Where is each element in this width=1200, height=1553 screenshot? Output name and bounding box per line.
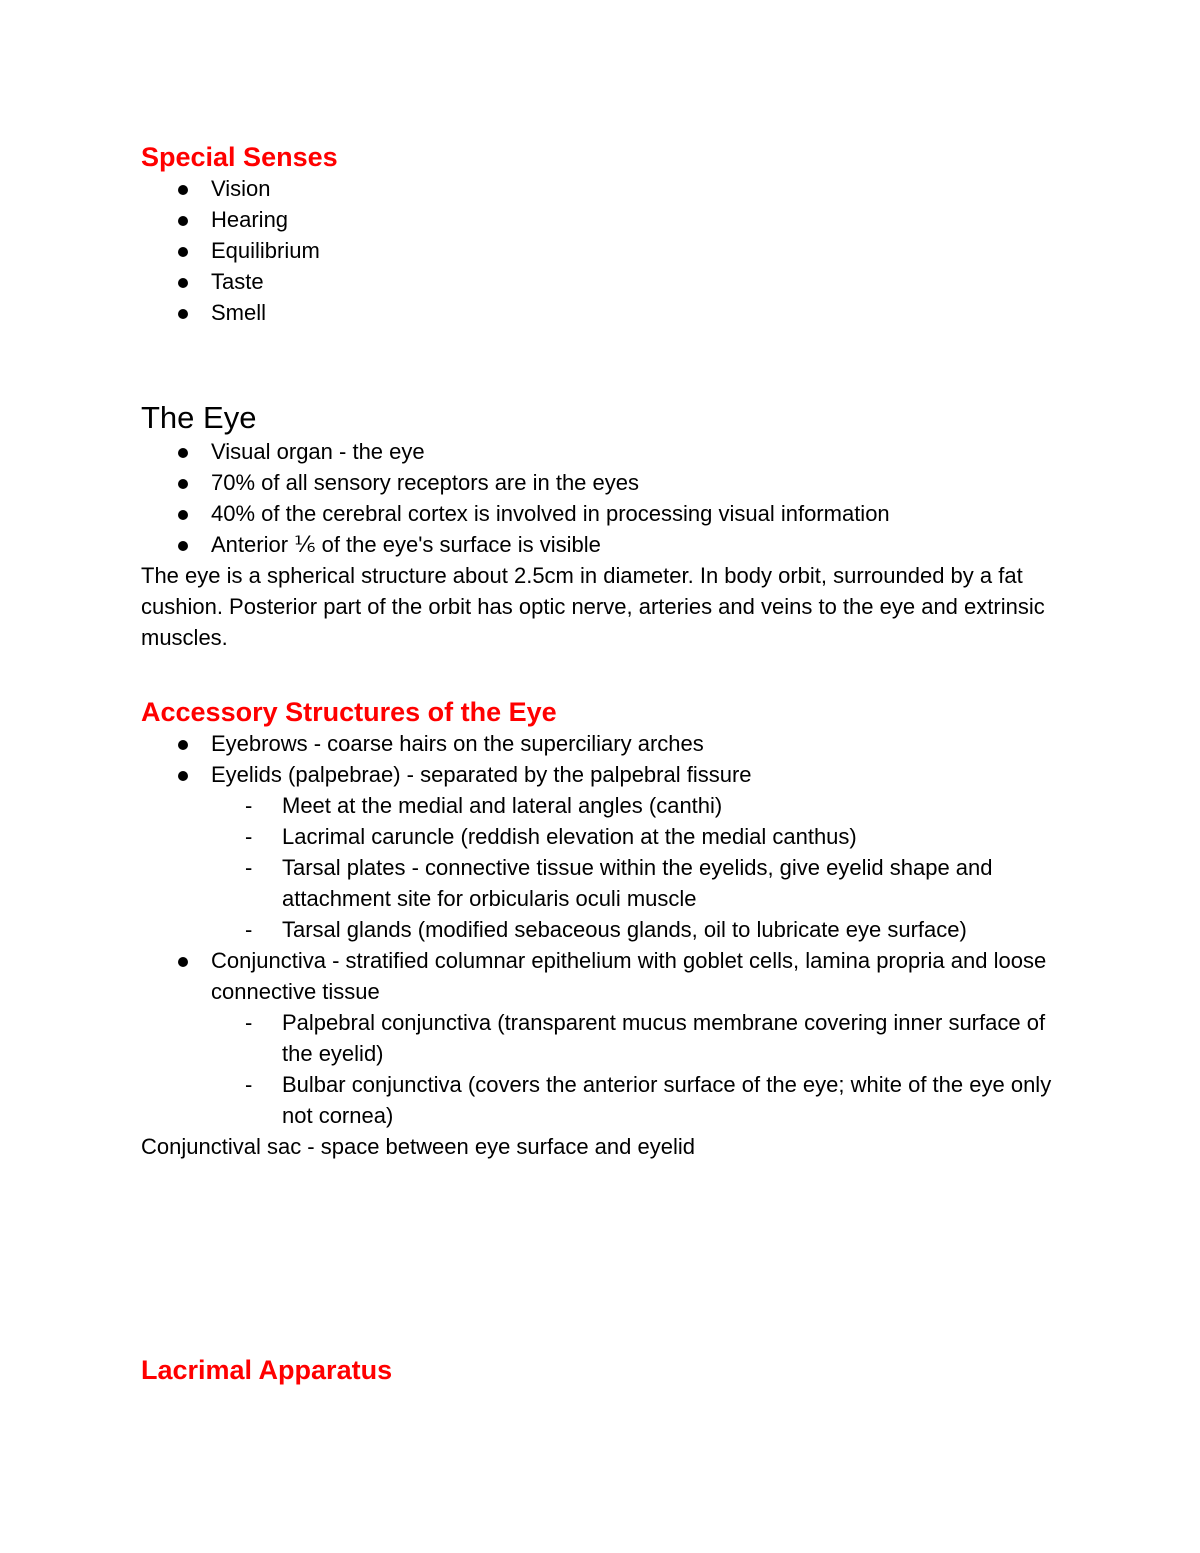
heading-special-senses: Special Senses: [141, 142, 338, 172]
list-item: Smell: [141, 297, 1071, 328]
eye-paragraph: The eye is a spherical structure about 2.5cm in diameter. In body orbit, surrounded by a fat cushion. Posterior part of the orbit has optic nerve, arteries and veins to the eye and extrinsic muscles.: [141, 563, 1045, 650]
list-item: Taste: [141, 266, 1071, 297]
heading-lacrimal-apparatus: Lacrimal Apparatus: [141, 1355, 393, 1385]
list-item: Hearing: [141, 204, 1071, 235]
list-item: Equilibrium: [141, 235, 1071, 266]
sub-list-item: - Meet at the medial and lateral angles (canthi): [141, 790, 1071, 821]
sub-list-item: - Lacrimal caruncle (reddish elevation at the medial canthus): [141, 821, 1071, 852]
accessory-list: [141, 728, 1071, 1131]
list-item: 40% of the cerebral cortex is involved in processing visual information: [141, 498, 1071, 529]
list-item: Anterior ⅙ of the eye's surface is visible: [141, 529, 1071, 560]
list-item: Visual organ - the eye: [141, 436, 1071, 467]
list-item: Eyelids (palpebrae) - separated by the palpebral fissure: [141, 759, 1071, 790]
sub-list-item: - Palpebral conjunctiva (transparent mucus membrane covering inner surface of the eyelid): [141, 1007, 1071, 1069]
list-item: 70% of all sensory receptors are in the eyes: [141, 467, 1071, 498]
the-eye-list: [141, 436, 1071, 560]
sub-list-item: - Bulbar conjunctiva (covers the anterior surface of the eye; white of the eye only not cornea): [141, 1069, 1071, 1131]
special-senses-list: [141, 173, 1071, 328]
section-accessory-structures: [141, 696, 1071, 1162]
heading-accessory-structures: Accessory Structures of the Eye: [141, 697, 557, 727]
conjunctival-sac-text: Conjunctival sac - space between eye surface and eyelid: [141, 1134, 695, 1159]
section-lacrimal-apparatus: [141, 1354, 1071, 1386]
section-special-senses: [141, 141, 1071, 328]
list-item: Vision: [141, 173, 1071, 204]
list-item: Conjunctiva - stratified columnar epithelium with goblet cells, lamina propria and loose connective tissue: [141, 945, 1071, 1007]
sub-list-item: - Tarsal plates - connective tissue within the eyelids, give eyelid shape and attachment site for orbicularis oculi muscle: [141, 852, 1071, 914]
section-the-eye: [141, 400, 1071, 653]
heading-the-eye: The Eye: [141, 400, 257, 435]
list-item: Eyebrows - coarse hairs on the superciliary arches: [141, 728, 1071, 759]
sub-list-item: - Tarsal glands (modified sebaceous glands, oil to lubricate eye surface): [141, 914, 1071, 945]
